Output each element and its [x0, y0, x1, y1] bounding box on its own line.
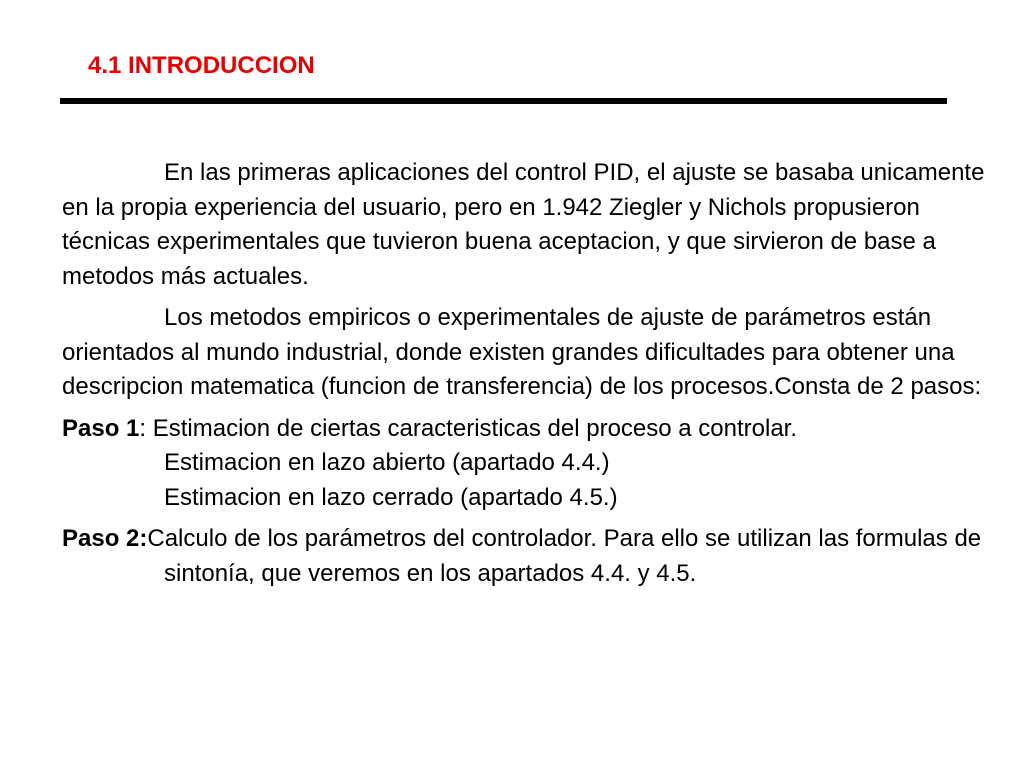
step-1-sub-item-closed-loop: Estimacion en lazo cerrado (apartado 4.5.)	[164, 483, 618, 511]
slide-body	[62, 156, 992, 591]
step-2-text: Calculo de los parámetros del controlador. Para ello se utilizan las formulas de sintonía, que veremos en los apartados 4.4. y 4.5.	[147, 525, 982, 587]
slide-title: 4.1 INTRODUCCION	[88, 52, 315, 79]
intro-paragraph-2: Los metodos empiricos o experimentales de ajuste de parámetros están orientados al mundo industrial, donde existen grandes dificultades para obtener una descripcion matematica (funcion de transferencia) de los procesos.Consta de 2 pasos:	[62, 304, 982, 400]
step-1-label: Paso 1	[62, 414, 140, 442]
step-1-sub-item-open-loop: Estimacion en lazo abierto (apartado 4.4.)	[164, 449, 610, 476]
step-2	[62, 522, 992, 591]
step-2-label: Paso 2:	[62, 525, 148, 552]
title-underline-rule	[60, 98, 947, 104]
step-1	[62, 412, 992, 516]
step-1-text: Estimacion de ciertas caracteristicas del proceso a controlar.	[152, 414, 798, 442]
intro-paragraph-1: En las primeras aplicaciones del control PID, el ajuste se basaba unicamente en la propia experiencia del usuario, pero en 1.942 Ziegler y Nichols propusieron técnicas experimentales que tuvieron buena aceptacion, y que sirvieron de base a metodos más actuales.	[62, 159, 985, 290]
step-1-separator: :	[139, 414, 153, 442]
